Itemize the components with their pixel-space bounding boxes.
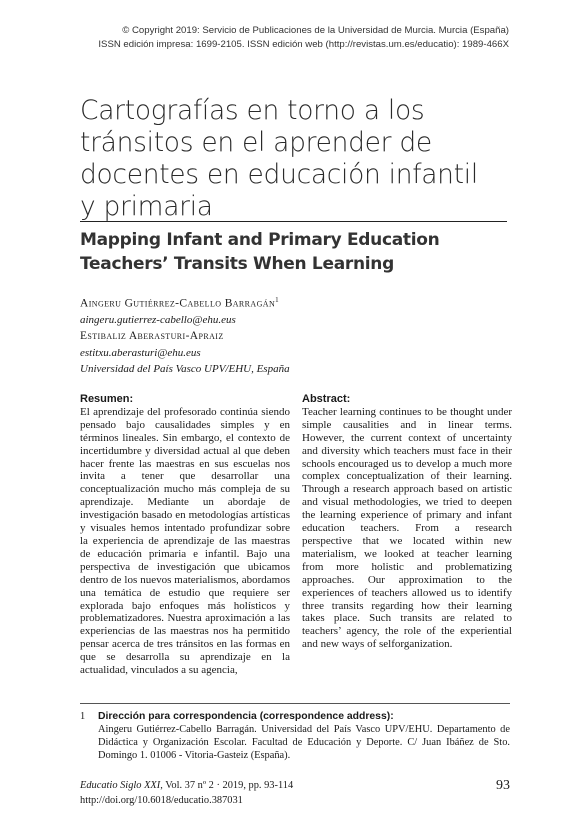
- issn-line: ISSN edición impresa: 1699-2105. ISSN edición web (http://revistas.um.es/educatio): 1989-466X: [98, 39, 509, 50]
- author-block: [80, 292, 520, 378]
- page-number: 93: [496, 778, 510, 793]
- abstract-heading: Abstract:: [302, 393, 351, 405]
- abstract-section: [302, 393, 512, 651]
- abstract-text: Teacher learning continues to be thought under simple causalities and in linear terms. However, the current context of uncertainty and diversity which teachers must face in their schools encouraged us to develop a much more complex conceptualization of their learning. Through a research approach based on artistic and visual methodologies, we tried to deepen the learning experience of primary and infant education teachers. From a research perspective that we located within new materialism, we looked at teacher learning from more holistic and problematizing approaches. Our approximation to the experiences of teachers allowed us to identify three transits regarding how their learning takes place. Such transits are related to teachers’ agency, the role of the experiential and new ways of selforganization.: [302, 405, 512, 651]
- author-1-footnote-marker: 1: [275, 296, 279, 304]
- footnote-divider: [80, 703, 510, 704]
- footnote: [80, 710, 510, 762]
- journal-name: Educatio Siglo XXI: [80, 780, 161, 791]
- title-divider: [80, 221, 507, 222]
- copyright-line: © Copyright 2019: Servicio de Publicaciones de la Universidad de Murcia. Murcia (España): [122, 25, 509, 36]
- author-2-email[interactable]: estitxu.aberasturi@ehu.eus: [80, 346, 201, 359]
- doi-link[interactable]: http://doi.org/10.6018/educatio.387031: [80, 795, 243, 806]
- author-1-email[interactable]: aingeru.gutierrez-cabello@ehu.eus: [80, 314, 236, 327]
- resumen-section: [80, 393, 290, 677]
- resumen-text: El aprendizaje del profesorado continúa siendo pensado bajo causalidades simples y en términos lineales. Sin embargo, el contexto de incertidumbre y diversidad actual al que deben hacer frente las maestras en sus escuelas nos invita a tener que desarrollar una conceptualización mucho más compleja de su aprendizaje. Mediante un abordaje de investigación basado en metodologías artísticas y visuales hemos intentado profundizar sobre la experiencia de aprendizaje de las maestras de educación primaria e infantil. Bajo una perspectiva de investigación que ubicamos dentro de los nuevos materialismos, abordamos una temática de estudio que requiere ser explorada bajo enfoques más holísticos y problematizadores. Nuestra aproximación a las experiencias de las maestras nos ha permitido pensar acerca de tres tránsitos en las formas en que se desarrolla su aprendizaje en la actualidad, vinculados a su agencia,: [80, 405, 290, 677]
- author-1: [80, 292, 520, 312]
- footnote-number: 1: [80, 711, 86, 722]
- footnote-text: Aingeru Gutiérrez-Cabello Barragán. Universidad del País Vasco UPV/EHU. Departamento de Didáctica y Organización Escolar. Facultad de Educación y Deporte. C/ Juan Ibáñez de Sto. Domingo 1. 01006 - Vitoria-Gasteiz (España).: [98, 724, 510, 761]
- affiliation: Universidad del País Vasco UPV/EHU, España: [80, 363, 290, 376]
- journal-citation: [80, 778, 510, 793]
- article-subtitle: Mapping Infant and Primary Education Teachers’ Transits When Learning: [80, 230, 440, 274]
- page-footer: [80, 778, 510, 808]
- footnote-heading: Dirección para correspondencia (correspondence address):: [98, 711, 394, 722]
- author-2-name: Estibaliz Aberasturi-Apraiz: [80, 330, 224, 343]
- citation-details: , Vol. 37 nº 2 · 2019, pp. 93-114: [160, 780, 294, 791]
- article-title: Cartografías en torno a los tránsitos en el aprender de docentes en educación infantil y primaria: [80, 95, 478, 222]
- author-1-name: Aingeru Gutiérrez-Cabello Barragán: [80, 297, 276, 310]
- resumen-heading: Resumen:: [80, 393, 134, 405]
- copyright-notice: [49, 24, 509, 52]
